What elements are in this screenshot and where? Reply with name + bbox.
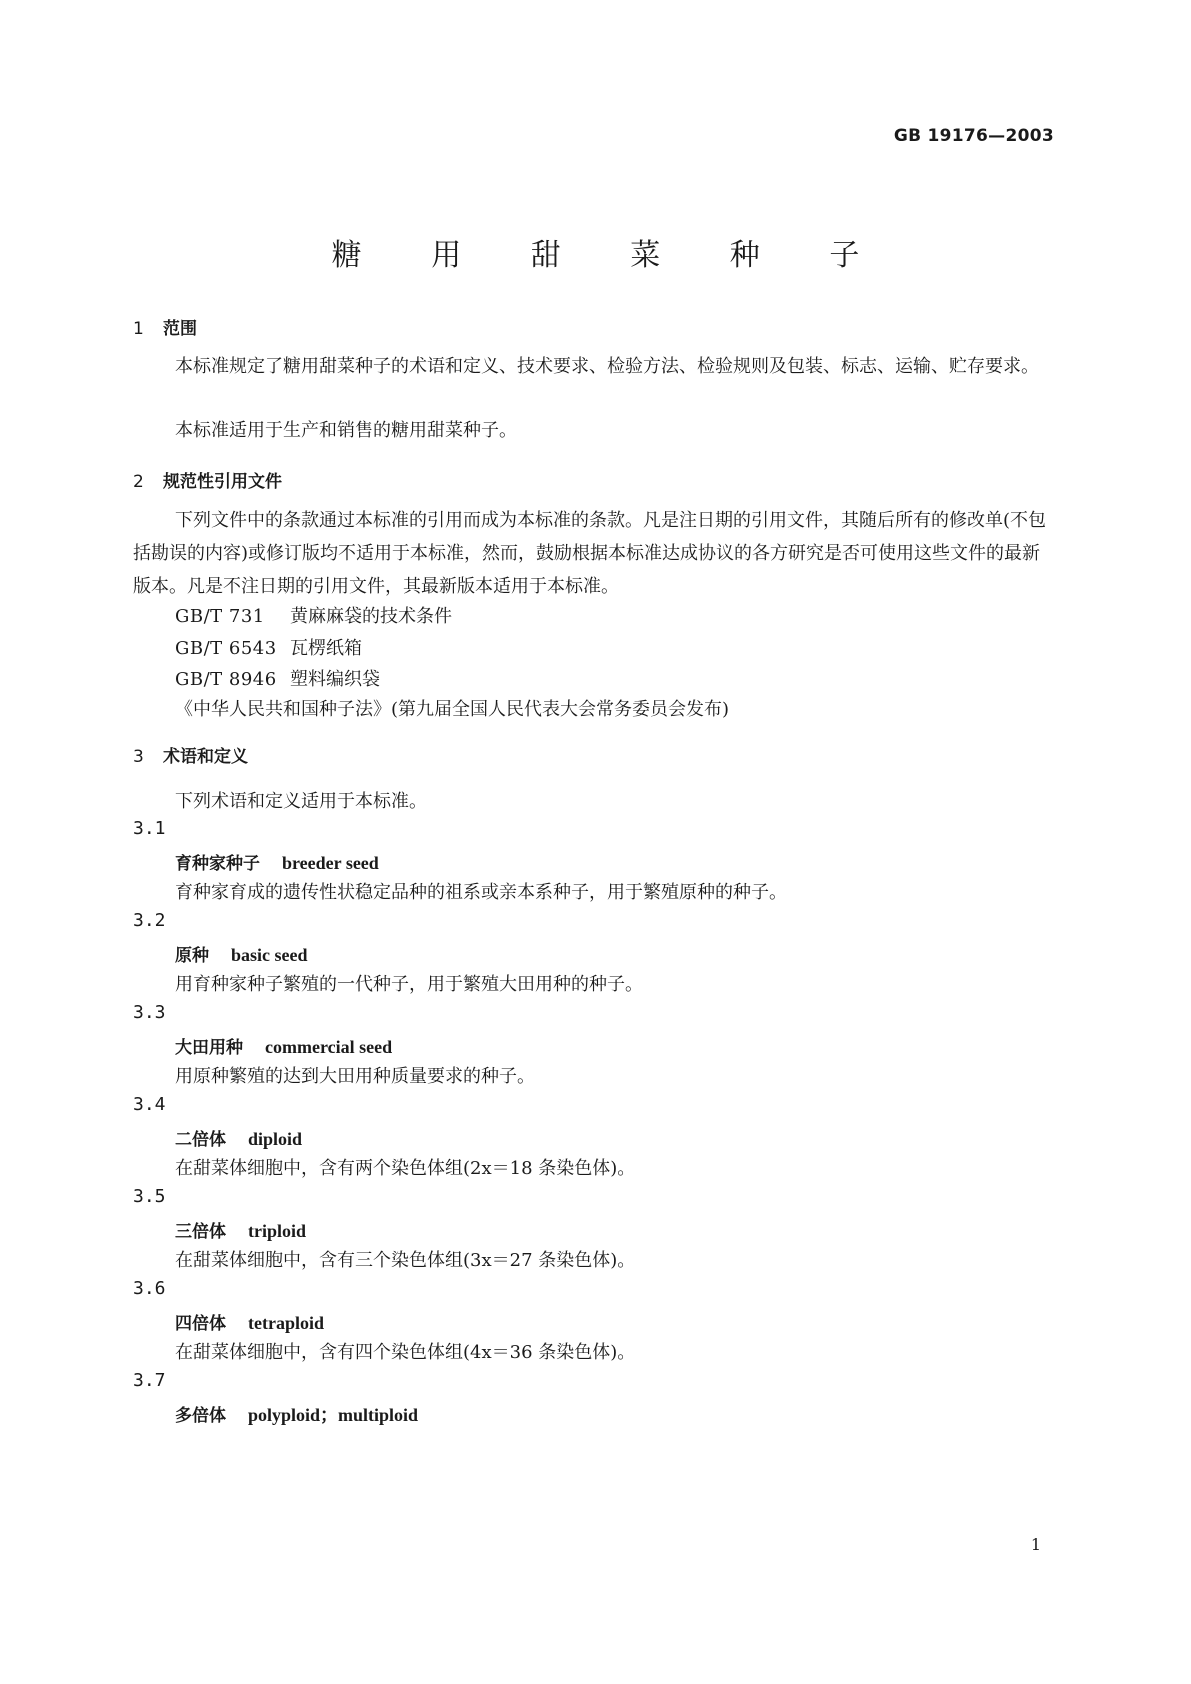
section-2-paragraph: 下列文件中的条款通过本标准的引用而成为本标准的条款。凡是注日期的引用文件，其随后所有的修改单(不包括勘误的内容)或修订版均不适用于本标准，然而，鼓励根据本标准达成协议的各方研究是否可使用这些文件的最新版本。凡是不注日期的引用文件，其最新版本适用于本标准。 xyxy=(133,510,1047,597)
reference-code: GB/T 6543 xyxy=(175,638,277,659)
reference-law: 《中华人民共和国种子法》(第九届全国人民代表大会常务委员会发布) xyxy=(175,699,730,720)
reference-title: 黄麻麻袋的技术条件 xyxy=(290,606,452,627)
term-heading xyxy=(175,1217,306,1242)
reference-item xyxy=(175,665,380,691)
term-definition: 在甜菜体细胞中，含有四个染色体组(4x＝36 条染色体)。 xyxy=(175,1342,636,1363)
section-1-paragraph-2: 本标准适用于生产和销售的糖用甜菜种子。 xyxy=(175,420,517,441)
term-english: basic seed xyxy=(231,945,308,965)
section-title: 范围 xyxy=(163,319,197,339)
term-heading xyxy=(175,941,308,966)
term-english: tetraploid xyxy=(248,1313,324,1333)
reference-title: 塑料编织袋 xyxy=(290,669,380,690)
term-chinese: 二倍体 xyxy=(175,1130,226,1150)
section-title: 规范性引用文件 xyxy=(163,472,282,492)
term-definition: 在甜菜体细胞中，含有两个染色体组(2x＝18 条染色体)。 xyxy=(175,1158,636,1179)
term-english: breeder seed xyxy=(282,853,379,873)
reference-item xyxy=(175,634,362,660)
section-3-heading xyxy=(133,742,248,767)
term-chinese: 育种家种子 xyxy=(175,854,260,874)
clause-number: 3.1 xyxy=(133,818,166,839)
section-2-heading xyxy=(133,467,282,492)
document-code: GB 19176—2003 xyxy=(893,126,1054,146)
clause-number: 3.5 xyxy=(133,1186,166,1207)
term-chinese: 三倍体 xyxy=(175,1222,226,1242)
term-definition: 用原种繁殖的达到大田用种质量要求的种子。 xyxy=(175,1066,535,1087)
clause-number: 3.7 xyxy=(133,1370,166,1391)
reference-item xyxy=(175,602,452,628)
term-english: triploid xyxy=(248,1221,307,1241)
term-definition: 在甜菜体细胞中，含有三个染色体组(3x＝27 条染色体)。 xyxy=(175,1250,636,1271)
document-title: 糖 用 甜 菜 种 子 xyxy=(331,238,890,273)
term-definition: 育种家育成的遗传性状稳定品种的祖系或亲本系种子，用于繁殖原种的种子。 xyxy=(175,882,787,903)
term-definition: 用育种家种子繁殖的一代种子，用于繁殖大田用种的种子。 xyxy=(175,974,643,995)
section-1-heading xyxy=(133,314,197,339)
section-title: 术语和定义 xyxy=(163,747,248,767)
term-chinese: 四倍体 xyxy=(175,1314,226,1334)
clause-number: 3.2 xyxy=(133,910,166,931)
term-chinese: 多倍体 xyxy=(175,1406,226,1426)
term-heading xyxy=(175,1125,302,1150)
section-3-intro: 下列术语和定义适用于本标准。 xyxy=(175,791,427,812)
reference-code: GB/T 731 xyxy=(175,606,265,627)
clause-number: 3.6 xyxy=(133,1278,166,1299)
term-heading xyxy=(175,849,379,874)
section-number: 2 xyxy=(133,472,144,492)
term-chinese: 原种 xyxy=(175,946,209,966)
section-number: 1 xyxy=(133,319,144,339)
term-english: diploid xyxy=(248,1129,303,1149)
term-heading xyxy=(175,1033,392,1058)
clause-number: 3.4 xyxy=(133,1094,166,1115)
reference-code: GB/T 8946 xyxy=(175,669,277,690)
term-heading xyxy=(175,1309,324,1334)
term-chinese: 大田用种 xyxy=(175,1038,243,1058)
section-number: 3 xyxy=(133,747,144,767)
section-1-paragraph-1: 本标准规定了糖用甜菜种子的术语和定义、技术要求、检验方法、检验规则及包装、标志、运输、贮存要求。 xyxy=(175,356,1039,377)
reference-title: 瓦楞纸箱 xyxy=(290,638,362,659)
term-english: commercial seed xyxy=(265,1037,393,1057)
clause-number: 3.3 xyxy=(133,1002,166,1023)
term-english: polyploid；multiploid xyxy=(248,1405,419,1425)
page-number: 1 xyxy=(1030,1535,1041,1554)
term-heading xyxy=(175,1401,418,1427)
